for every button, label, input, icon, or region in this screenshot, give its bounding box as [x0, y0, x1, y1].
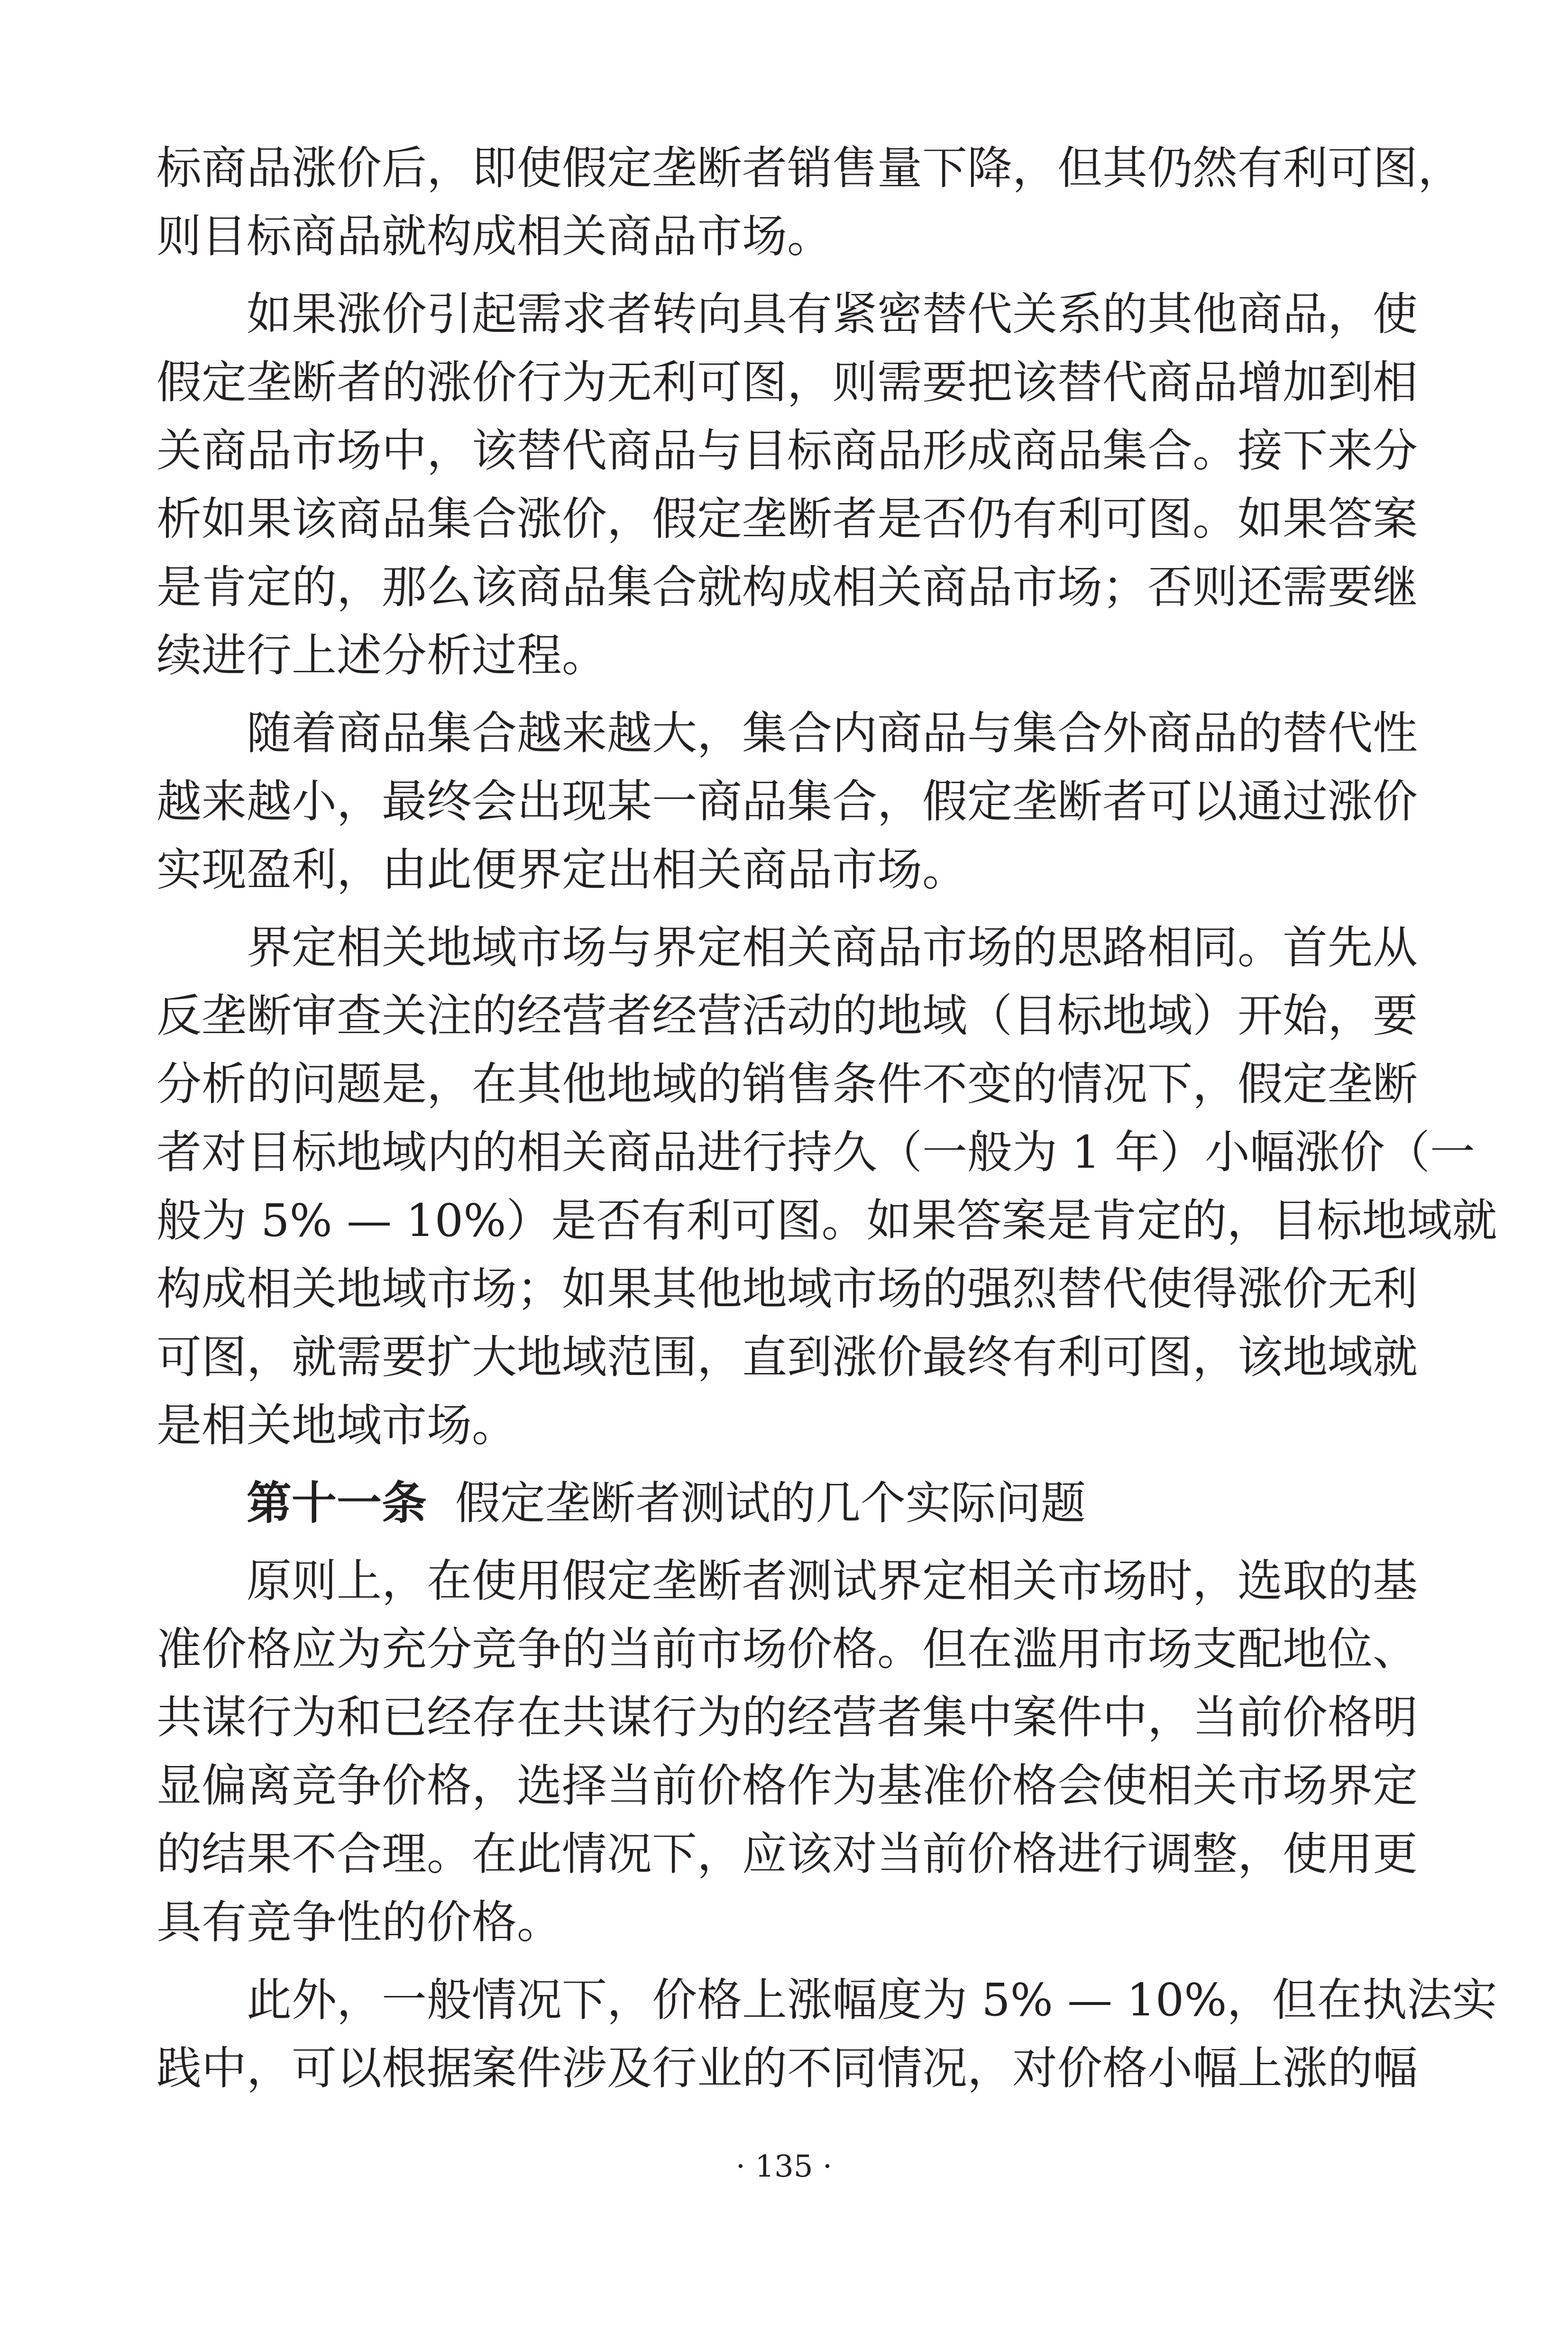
text-line: 原则上，在使用假定垄断者测试界定相关市场时，选取的基	[156, 1555, 1418, 1607]
text-line: 随着商品集合越来越大，集合内商品与集合外商品的替代性	[156, 707, 1418, 760]
text-line: 越来越小，最终会出现某一商品集合，假定垄断者可以通过涨价	[156, 776, 1418, 828]
text-line: 共谋行为和已经存在共谋行为的经营者集中案件中，当前价格明	[156, 1692, 1418, 1744]
text-line: 则目标商品就构成相关商品市场。	[156, 210, 833, 263]
page-number: · 135 ·	[735, 2149, 833, 2184]
text-line: 般为 5% — 10%）是否有利可图。如果答案是肯定的，目标地域就	[156, 1195, 1497, 1247]
paragraph	[156, 1966, 1497, 2103]
text-line: 标商品涨价后，即使假定垄断者销售量下降，但其仍然有利可图，	[156, 142, 1463, 194]
text-line: 续进行上述分析过程。	[156, 630, 607, 682]
paragraph	[156, 699, 1420, 904]
text-line: 可图，就需要扩大地域范围，直到涨价最终有利可图，该地域就	[156, 1331, 1418, 1383]
body-text	[156, 134, 1497, 2103]
article-title: 假定垄断者测试的几个实际问题	[455, 1477, 1086, 1529]
text-line: 是肯定的，那么该商品集合就构成相关商品市场；否则还需要继	[156, 561, 1418, 613]
article-heading	[156, 1469, 1420, 1537]
text-line: 显偏离竞争价格，选择当前价格作为基准价格会使相关市场界定	[156, 1760, 1418, 1812]
text-line: 者对目标地域内的相关商品进行持久（一般为 1 年）小幅涨价（一	[156, 1126, 1475, 1179]
text-line: 关商品市场中，该替代商品与目标商品形成商品集合。接下来分	[156, 425, 1418, 477]
text-line: 准价格应为充分竞争的当前市场价格。但在滥用市场支配地位、	[156, 1623, 1418, 1675]
text-line: 是相关地域市场。	[156, 1400, 517, 1452]
text-line: 的结果不合理。在此情况下，应该对当前价格进行调整，使用更	[156, 1828, 1418, 1880]
text-line: 反垄断审查关注的经营者经营活动的地域（目标地域）开始，要	[156, 990, 1418, 1042]
article-number: 第十一条	[247, 1477, 427, 1529]
text-line: 如果涨价引起需求者转向具有紧密替代关系的其他商品，使	[156, 288, 1418, 340]
text-line: 实现盈利，由此便界定出相关商品市场。	[156, 844, 968, 896]
text-line: 具有竞争性的价格。	[156, 1896, 562, 1949]
text-line: 假定垄断者的涨价行为无利可图，则需要把该替代商品增加到相	[156, 357, 1418, 409]
text-line: 界定相关地域市场与界定相关商品市场的思路相同。首先从	[156, 922, 1418, 974]
paragraph	[156, 280, 1420, 690]
text-line: 此外，一般情况下，价格上涨幅度为 5% — 10%，但在执法实	[156, 1974, 1497, 2026]
paragraph	[156, 914, 1497, 1460]
text-line: 构成相关地域市场；如果其他地域市场的强烈替代使得涨价无利	[156, 1263, 1418, 1315]
text-line: 析如果该商品集合涨价，假定垄断者是否仍有利可图。如果答案	[156, 493, 1418, 545]
paragraph	[156, 134, 1463, 271]
text-line: 分析的问题是，在其他地域的销售条件不变的情况下，假定垄断	[156, 1058, 1418, 1110]
text-line: 践中，可以根据案件涉及行业的不同情况，对价格小幅上涨的幅	[156, 2042, 1418, 2095]
paragraph	[156, 1547, 1420, 1957]
